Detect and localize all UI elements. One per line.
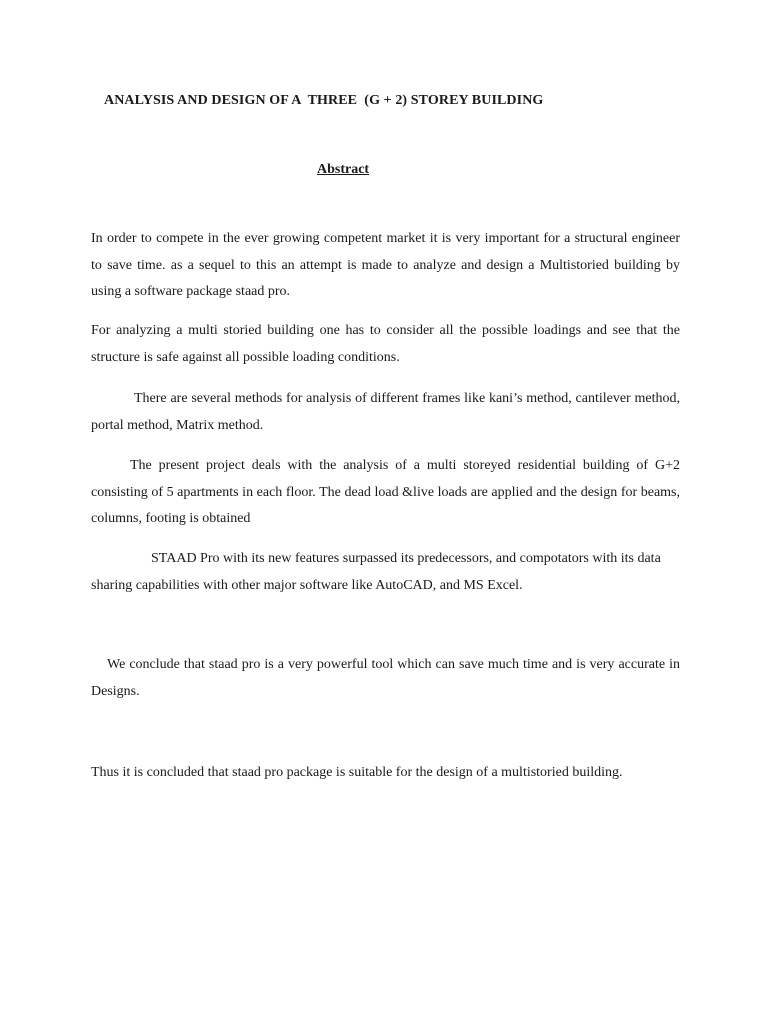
abstract-paragraph-2: For analyzing a multi storied building one has to consider all the possible loadings and see that the structure is safe against all possible loading conditions.: [91, 323, 680, 365]
abstract-paragraph-5: STAAD Pro with its new features surpassed its predecessors, and compotators with its data sharing capabilities with other major software like AutoCAD, and MS Excel.: [91, 551, 661, 593]
document-title: ANALYSIS AND DESIGN OF A THREE (G + 2) STOREY BUILDING: [104, 93, 544, 108]
abstract-paragraph-7: Thus it is concluded that staad pro package is suitable for the design of a multistoried building.: [91, 765, 623, 780]
abstract-heading: Abstract: [317, 162, 370, 177]
abstract-paragraph-3: There are several methods for analysis of different frames like kani’s method, cantilever method, portal method, Matrix method.: [91, 391, 680, 433]
abstract-paragraph-4: The present project deals with the analysis of a multi storeyed residential building of G+2 consisting of 5 apartments in each floor. The dead load &live loads are applied and the design for beams, columns, footing is obtained: [91, 458, 680, 526]
abstract-paragraph-1: In order to compete in the ever growing competent market it is very important for a structural engineer to save time. as a sequel to this an attempt is made to analyze and design a Multistoried building by using a software package staad pro.: [91, 231, 680, 299]
abstract-paragraph-6: We conclude that staad pro is a very powerful tool which can save much time and is very accurate in Designs.: [91, 657, 680, 699]
